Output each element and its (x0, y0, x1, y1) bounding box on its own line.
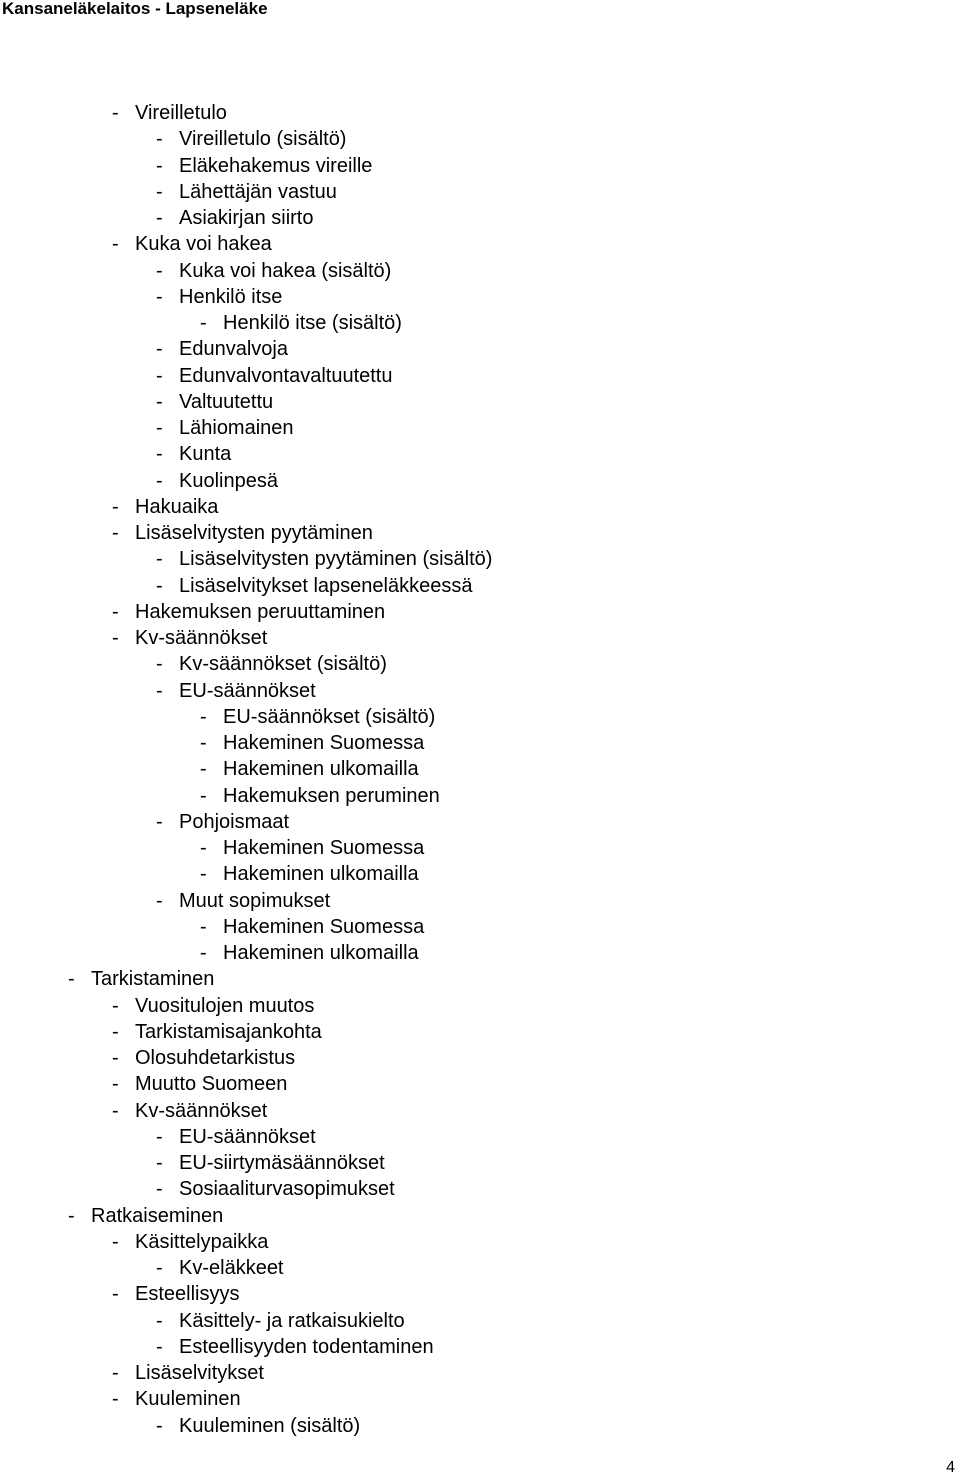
outline-item-dash: - (156, 810, 163, 833)
outline-item (0, 258, 960, 284)
outline-item-text: Hakemuksen peruuttaminen (135, 600, 386, 623)
outline-item (0, 861, 960, 887)
outline-item-dash: - (156, 364, 163, 387)
outline-item-text: Hakuaika (135, 495, 219, 518)
outline-item-dash: - (112, 1362, 119, 1384)
outline-item-dash: - (112, 495, 119, 518)
outline-item-text: EU-säännökset (179, 1125, 316, 1148)
outline-item-dash: - (68, 968, 75, 991)
outline-item-dash: - (156, 1257, 163, 1279)
outline-item (0, 1334, 960, 1360)
outline-item (0, 625, 960, 651)
outline-item-text: Hakeminen ulkomailla (223, 863, 419, 886)
outline-item (0, 1308, 960, 1334)
outline-item-dash: - (112, 102, 119, 124)
outline-item-text: Kuolinpesä (179, 469, 278, 492)
outline-item-dash: - (112, 1283, 119, 1306)
outline-item (0, 599, 960, 625)
outline-item (0, 888, 960, 914)
outline-item-text: Tarkistamisajankohta (135, 1020, 322, 1043)
outline-item-text: Pohjoismaat (179, 810, 290, 833)
outline-item-text: Vuositulojen muutos (135, 994, 315, 1017)
outline-item-dash: - (112, 600, 119, 623)
outline-item (0, 1229, 960, 1255)
outline-item-text: Henkilö itse (sisältö) (223, 312, 402, 334)
outline-item (0, 704, 960, 730)
outline-item (0, 415, 960, 441)
outline-item-text: Edunvalvoja (179, 338, 288, 361)
outline-item-text: Eläkehakemus vireille (179, 154, 373, 177)
outline-item-dash: - (112, 1388, 119, 1411)
page-header-title: Kansaneläkelaitos - Lapseneläke (2, 0, 268, 18)
outline-item-dash: - (156, 889, 163, 912)
outline-item-dash: - (156, 417, 163, 439)
outline-item (0, 468, 960, 494)
outline-item-text: Muut sopimukset (179, 889, 331, 912)
outline-item-dash: - (68, 1204, 75, 1227)
outline-item (0, 1176, 960, 1202)
outline-item-dash: - (156, 1335, 163, 1358)
outline-item (0, 1386, 960, 1412)
outline-item-dash: - (112, 1073, 119, 1096)
outline-item (0, 730, 960, 756)
outline-item (0, 1150, 960, 1176)
outline-item-text: Kuka voi hakea (sisältö) (179, 259, 392, 282)
outline-item (0, 389, 960, 415)
outline-item-text: Kuka voi hakea (135, 233, 272, 256)
outline-item-dash: - (156, 285, 163, 308)
outline-item-text: Muutto Suomeen (135, 1073, 288, 1096)
outline-item-dash: - (112, 627, 119, 649)
outline-item-dash: - (112, 994, 119, 1017)
outline-item-dash: - (156, 574, 163, 597)
outline-item-text: Kunta (179, 443, 232, 466)
outline-item (0, 363, 960, 389)
outline-item-dash: - (112, 522, 119, 544)
outline-item (0, 756, 960, 782)
outline-item-text: Hakeminen ulkomailla (223, 758, 419, 781)
outline-item (0, 809, 960, 835)
outline-item (0, 205, 960, 231)
outline-item-dash: - (156, 1152, 163, 1174)
outline-item (0, 573, 960, 599)
outline-item-text: EU-säännökset (sisältö) (223, 705, 436, 728)
outline-item-text: Hakeminen ulkomailla (223, 942, 419, 964)
outline-item (0, 1281, 960, 1307)
outline-item (0, 100, 960, 126)
outline-item-text: Vireilletulo (sisältö) (179, 128, 347, 151)
outline-item-text: Hakemuksen peruminen (223, 784, 440, 807)
outline-item-dash: - (156, 259, 163, 282)
outline-item-text: Henkilö itse (179, 285, 283, 308)
outline-item-dash: - (156, 180, 163, 203)
outline-item (0, 231, 960, 257)
outline-item-text: Esteellisyys (135, 1283, 240, 1306)
outline-item-dash: - (200, 705, 207, 728)
outline-item-dash: - (156, 338, 163, 361)
outline-item (0, 336, 960, 362)
outline-item-dash: - (156, 548, 163, 571)
outline-item-dash: - (156, 1178, 163, 1201)
outline-item (0, 546, 960, 572)
outline-item-dash: - (156, 1414, 163, 1437)
outline-item (0, 1045, 960, 1071)
outline-item-dash: - (112, 1047, 119, 1069)
outline-item (0, 993, 960, 1019)
outline-item-text: Kv-säännökset (sisältö) (179, 653, 387, 676)
outline-item-dash: - (200, 312, 207, 334)
outline-item-dash: - (156, 390, 163, 413)
outline-item-text: Tarkistaminen (91, 968, 215, 991)
outline-item (0, 520, 960, 546)
outline-item (0, 284, 960, 310)
outline-item (0, 1098, 960, 1124)
outline-item-dash: - (200, 942, 207, 964)
outline-item-text: Kuuleminen (sisältö) (179, 1414, 361, 1437)
outline-item-dash: - (112, 1099, 119, 1122)
outline-list (0, 100, 960, 1439)
outline-item (0, 1203, 960, 1229)
outline-item-dash: - (200, 732, 207, 754)
outline-item-dash: - (156, 653, 163, 676)
outline-item (0, 966, 960, 992)
outline-item-text: Käsittelypaikka (135, 1230, 269, 1253)
outline-item-dash: - (200, 837, 207, 859)
outline-item-dash: - (156, 207, 163, 229)
outline-item (0, 1413, 960, 1439)
outline-item-dash: - (200, 784, 207, 807)
outline-item (0, 1071, 960, 1097)
outline-item-text: EU-siirtymäsäännökset (179, 1152, 385, 1174)
outline-item (0, 153, 960, 179)
outline-item-dash: - (156, 469, 163, 492)
outline-item-text: Lisäselvitysten pyytäminen (135, 522, 373, 544)
outline-item-text: Kuuleminen (135, 1388, 241, 1411)
outline-item-text: Hakeminen Suomessa (223, 732, 425, 754)
outline-item (0, 835, 960, 861)
outline-item-text: Kv-säännökset (135, 627, 268, 649)
outline-item (0, 1019, 960, 1045)
outline-item (0, 126, 960, 152)
outline-item-dash: - (200, 758, 207, 781)
outline-item-dash: - (112, 233, 119, 256)
outline-item-text: Hakeminen Suomessa (223, 915, 425, 938)
outline-item-dash: - (112, 1230, 119, 1253)
outline-item-dash: - (200, 915, 207, 938)
outline-item-text: Käsittely- ja ratkaisukielto (179, 1309, 405, 1332)
outline-item-text: Lisäselvitykset lapseneläkkeessä (179, 574, 473, 597)
outline-item (0, 678, 960, 704)
outline-item-text: Lisäselvitykset (135, 1362, 264, 1384)
outline-item-text: Hakeminen Suomessa (223, 837, 425, 859)
outline-item (0, 940, 960, 966)
outline-item-text: Kv-eläkkeet (179, 1257, 284, 1279)
outline-item (0, 179, 960, 205)
outline-item-text: Vireilletulo (135, 102, 227, 124)
outline-item (0, 310, 960, 336)
outline-item-text: Sosiaaliturvasopimukset (179, 1178, 395, 1201)
outline-item-text: Lähettäjän vastuu (179, 180, 337, 203)
outline-item-dash: - (112, 1020, 119, 1043)
outline-item-dash: - (156, 1309, 163, 1332)
outline-item (0, 441, 960, 467)
outline-item-text: Lisäselvitysten pyytäminen (sisältö) (179, 548, 493, 571)
outline-item (0, 1255, 960, 1281)
outline-item-dash: - (156, 154, 163, 177)
page-number: 4 (946, 1459, 955, 1476)
outline-item-dash: - (156, 1125, 163, 1148)
outline-item-dash: - (156, 679, 163, 702)
outline-item (0, 494, 960, 520)
outline-item-text: Ratkaiseminen (91, 1204, 224, 1227)
outline-item (0, 914, 960, 940)
outline-item-text: EU-säännökset (179, 679, 316, 702)
outline-item-text: Lähiomainen (179, 417, 294, 439)
outline-item-dash: - (200, 863, 207, 886)
outline-item-text: Olosuhdetarkistus (135, 1047, 296, 1069)
outline-item-text: Edunvalvontavaltuutettu (179, 364, 393, 387)
outline-item (0, 1360, 960, 1386)
outline-item-text: Kv-säännökset (135, 1099, 268, 1122)
outline-item (0, 783, 960, 809)
outline-item-text: Esteellisyyden todentaminen (179, 1335, 434, 1358)
outline-item-text: Valtuutettu (179, 390, 274, 413)
outline-item (0, 1124, 960, 1150)
outline-item (0, 651, 960, 677)
outline-item-dash: - (156, 443, 163, 466)
outline-item-text: Asiakirjan siirto (179, 207, 314, 229)
outline-item-dash: - (156, 128, 163, 151)
